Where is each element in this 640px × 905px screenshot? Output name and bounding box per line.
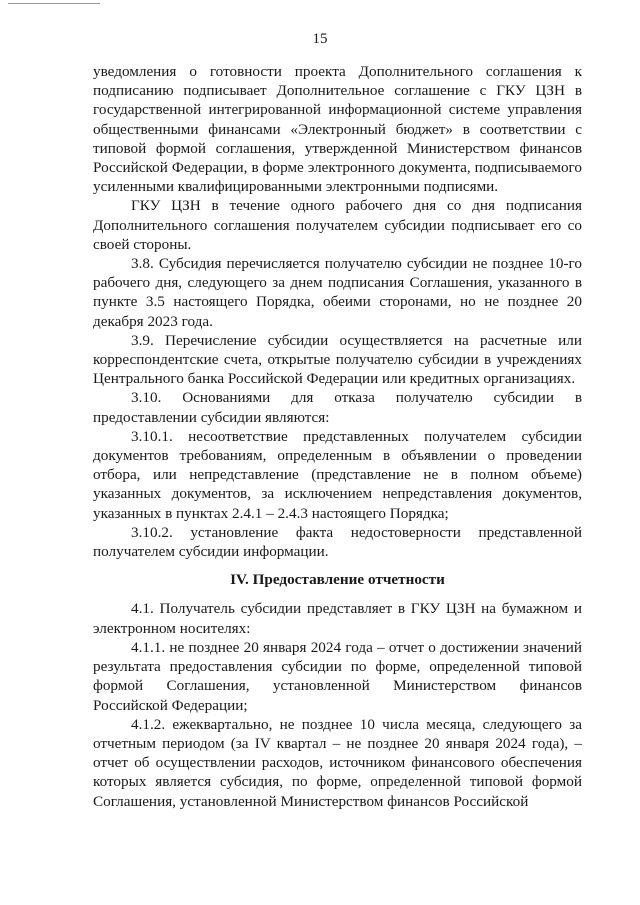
section-heading: IV. Предоставление отчетности <box>230 571 445 589</box>
paragraph-4-1: 4.1. Получатель субсидии представляет в ГКУ ЦЗН на бумажном и электронном носителях: <box>93 600 582 637</box>
paragraph-3-9: 3.9. Перечисление субсидии осуществляется на расчетные или корреспондентские счета, открытые получателю субсидии в учреждениях Центрального банка Российской Федерации или кредитных организациях. <box>93 331 582 388</box>
paragraph-3-10-2: 3.10.2. установление факта недостоверности представленной получателем субсидии информации. <box>93 523 582 561</box>
page-number: 15 <box>312 31 328 47</box>
paragraph-3-10-1: 3.10.1. несоответствие представленных получателем субсидии документов требованиям, определенным в объявлении о проведении отбора, или непредставление (представление не в полном объеме) указанных документов, за исключением непредставления документов, указанных в пунктах 2.4.1 – 2.4.3 настоящего Порядка; <box>93 427 582 522</box>
paragraph-4-1-1: 4.1.1. не позднее 20 января 2024 года – отчет о достижении значений результата предоставления субсидии по форме, определенной типовой формой Соглашения, установленной Министерством финансов Российской Федерации; <box>93 638 582 714</box>
paragraph-continuation: уведомления о готовности проекта Дополнительного соглашения к подписанию подписывает Дополнительное соглашение с ГКУ ЦЗН в государственной интегрированной информационной системе управления общественными финансами «Электронный бюджет» в соответствии с типовой формой соглашения, утвержденной Министерством финансов Российской Федерации, в форме электронного документа, подписываемого усиленными квалифицированными электронными подписями. <box>93 63 582 196</box>
paragraph-3-10: 3.10. Основаниями для отказа получателю субсидии в предоставлении субсидии являются: <box>93 389 582 426</box>
paragraph-3-8: 3.8. Субсидия перечисляется получателю субсидии не позднее 10-го рабочего дня, следующего за днем подписания Соглашения, указанного в пункте 3.5 настоящего Порядка, обеими сторонами, но не позднее 20 декабря 2023 года. <box>93 255 582 330</box>
top-edge-line <box>8 3 100 4</box>
paragraph-4-1-2: 4.1.2. ежеквартально, не позднее 10 числа месяца, следующего за отчетным периодом (за IV квартал – не позднее 20 января 2024 года), – отчет об осуществлении расходов, источником финансового обеспечения которых является субсидия, по форме, определенной типовой формой Соглашения, установленной Министерством финансов Российской <box>93 715 582 810</box>
paragraph-gku-signing: ГКУ ЦЗН в течение одного рабочего дня со дня подписания Дополнительного соглашения получателем субсидии подписывает его со своей стороны. <box>93 197 582 253</box>
document-body <box>93 62 582 811</box>
